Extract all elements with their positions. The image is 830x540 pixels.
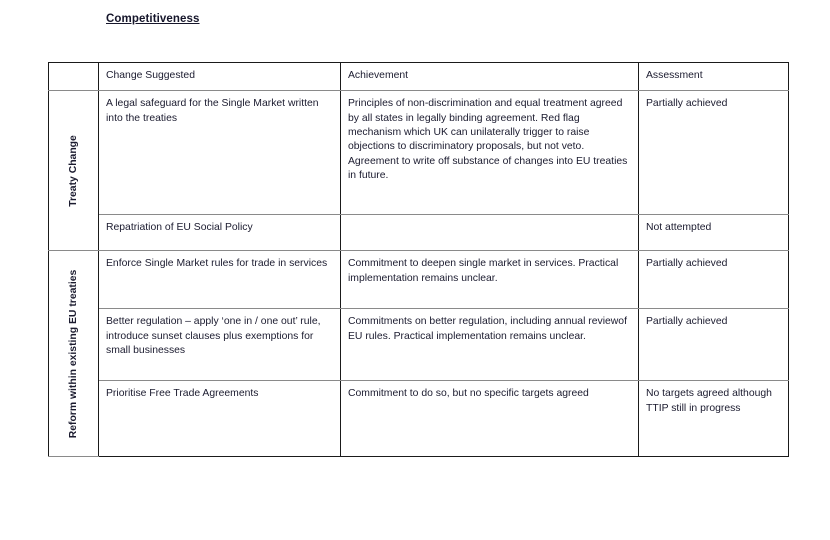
table-row	[49, 251, 789, 309]
table-row	[49, 309, 789, 381]
table-row	[49, 91, 789, 215]
column-header-rotated	[49, 63, 99, 91]
competitiveness-table	[48, 62, 789, 457]
table-row	[49, 381, 789, 457]
section-label-treaty-change	[49, 91, 99, 251]
column-header-achievement: Achievement	[341, 63, 639, 91]
cell-achievement: Commitments on better regulation, including annual reviewof EU rules. Practical implementation remains unclear.	[341, 309, 639, 381]
page-title: Competitiveness	[106, 13, 200, 25]
cell-achievement: Commitment to do so, but no specific targets agreed	[341, 381, 639, 457]
column-header-change-suggested: Change Suggested	[99, 63, 341, 91]
cell-change-suggested: Enforce Single Market rules for trade in services	[99, 251, 341, 309]
section-label-reform-within-existing-eu-treaties	[49, 251, 99, 457]
cell-change-suggested: Better regulation – apply ‘one in / one out’ rule, introduce sunset clauses plus exemptions for small businesses	[99, 309, 341, 381]
cell-achievement	[341, 215, 639, 251]
cell-assessment: Partially achieved	[639, 91, 789, 215]
table-body	[49, 91, 789, 457]
cell-assessment: Partially achieved	[639, 251, 789, 309]
header-row	[49, 63, 789, 91]
table-row	[49, 215, 789, 251]
cell-assessment: No targets agreed although TTIP still in progress	[639, 381, 789, 457]
table-header	[49, 63, 789, 91]
cell-achievement: Principles of non-discrimination and equal treatment agreed by all states in legally binding agreement. Red flag mechanism which UK can unilaterally trigger to raise objections to discriminatory proposals, but not veto. Agreement to write off substance of changes into EU treaties in future.	[341, 91, 639, 215]
cell-assessment: Not attempted	[639, 215, 789, 251]
section-label-text: Treaty Change	[67, 135, 79, 207]
cell-change-suggested: Prioritise Free Trade Agreements	[99, 381, 341, 457]
cell-achievement: Commitment to deepen single market in services. Practical implementation remains unclear.	[341, 251, 639, 309]
cell-change-suggested: Repatriation of EU Social Policy	[99, 215, 341, 251]
cell-assessment: Partially achieved	[639, 309, 789, 381]
column-header-assessment: Assessment	[639, 63, 789, 91]
cell-change-suggested: A legal safeguard for the Single Market written into the treaties	[99, 91, 341, 215]
section-label-text: Reform within existing EU treaties	[67, 269, 79, 439]
